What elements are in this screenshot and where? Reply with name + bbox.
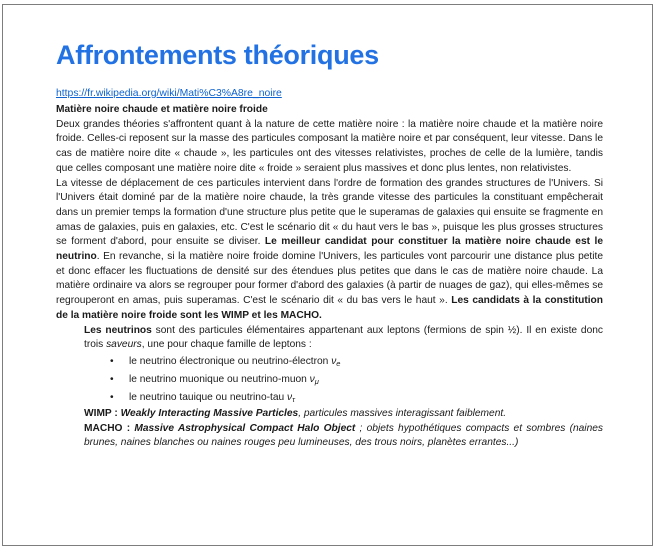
text-run: le neutrino électronique ou neutrino-électron: [129, 355, 332, 367]
list-item-text: [129, 353, 603, 371]
paragraph-wimp: [84, 407, 603, 422]
document-body: [56, 103, 603, 451]
list-item-text: [129, 389, 603, 407]
bullet-icon: •: [110, 391, 114, 403]
list-item: [110, 371, 603, 389]
text-run: e: [336, 358, 341, 368]
text-run: ; objets hypothétiques compacts et sombres (naines brunes, naines blanches ou naines rouges peu lumineuses, des trous noirs, planètes errantes...): [84, 422, 603, 449]
text-run: le neutrino muonique ou neutrino-muon: [129, 373, 310, 385]
text-run: ν: [331, 355, 337, 367]
text-run: le neutrino tauique ou neutrino-tau: [129, 391, 288, 403]
text-run: La vitesse de déplacement de ces particules intervient dans l'ordre de formation des grandes structures de l'Univers. Si l'Univers était dominé par de la matière noire chaude, la très grande vitesse des particules la constituant empêcherait dans un premier temps la formation d'une structure plus petite que le superamas de galaxies qui ensuite se fragmente en amas de galaxies, puis en galaxies, etc. C'est le scénario dit « du haut vers le bas », puisque les plus grosses structures se forment d'abord, pour ensuite se diviser.: [56, 177, 603, 248]
indented-section: [84, 324, 603, 452]
section-heading: Matière noire chaude et matière noire froide: [56, 104, 268, 115]
bullet-list: [110, 353, 603, 407]
text-run: . En revanche, si la matière noire froide domine l'Univers, les particules vont parcourir une distance plus petite et donc effacer les fluctuations de densité sur des étendues plus petites que dans le cas de matière noire chaude. La matière ordinaire va alors se regrouper pour former d'abord des galaxies (à partir de nuages de gaz), qui elles-mêmes se regrouperont en amas, puis superamas. C'est le scénario dit « du bas vers le haut ».: [56, 251, 603, 307]
bullet-icon: •: [110, 373, 114, 385]
bullet-icon: •: [110, 355, 114, 367]
text-run: MACHO :: [84, 422, 135, 434]
paragraph-intro: [56, 118, 603, 177]
page-content: [56, 40, 603, 451]
paragraph-macho: [84, 422, 603, 451]
list-item: [110, 389, 603, 407]
text-run: Deux grandes théories s'affrontent quant à la nature de cette matière noire : la matière noire chaude et la matière noire froide. Celles-ci reposent sur la masse des particules composant la matière noire et par conséquent, leur vitesse. Dans le cas de matière noire dite « chaude », les particules ont des vitesses relativistes, proches de celle de la lumière, tandis que celles composant une matière noire dite « froide » seraient plus massives et donc plus lentes, non relativistes.: [56, 118, 603, 174]
text-run: μ: [314, 376, 319, 386]
list-item-text: [129, 371, 603, 389]
text-run: Les candidats à la constitution de la matière noire froide sont les WIMP et les MACHO.: [56, 295, 603, 321]
text-run: WIMP :: [84, 407, 121, 419]
wikipedia-link[interactable]: https://fr.wikipedia.org/wiki/Mati%C3%A8re_noire: [56, 88, 282, 99]
text-run: , particules massives interagissant faiblement.: [298, 407, 507, 419]
paragraph-formation: [56, 177, 603, 324]
text-run: Massive Astrophysical Compact Halo Object: [134, 422, 356, 434]
text-run: saveurs: [106, 339, 142, 351]
text-run: ν: [309, 373, 315, 385]
text-run: , une pour chaque famille de leptons :: [141, 339, 312, 351]
text-run: Weakly Interacting Massive Particles: [120, 407, 299, 419]
text-run: Les neutrinos: [84, 324, 152, 336]
text-run: Le meilleur candidat pour constituer la matière noire chaude est le neutrino: [56, 236, 603, 263]
paragraph-neutrinos: [84, 324, 603, 353]
page-title: Affrontements théoriques: [56, 40, 379, 70]
text-run: sont des particules élémentaires appartenant aux leptons (fermions de spin ½). Il en existe donc trois: [84, 324, 604, 351]
list-item: [110, 353, 603, 371]
text-run: ν: [287, 391, 293, 403]
text-run: τ: [292, 394, 295, 404]
